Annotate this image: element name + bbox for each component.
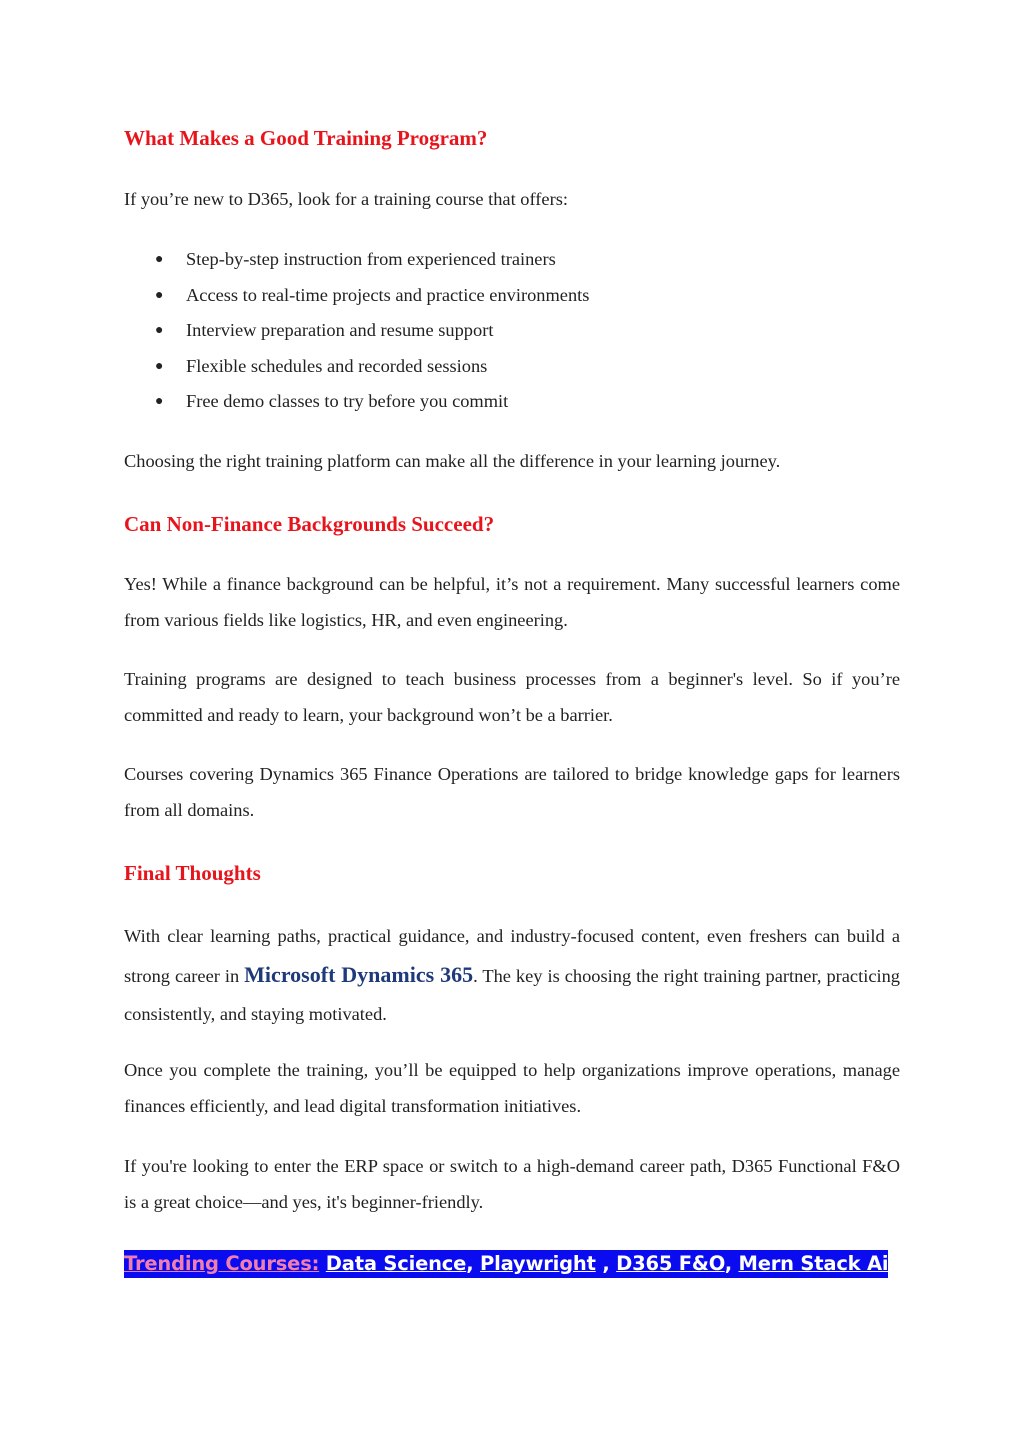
separator: , xyxy=(724,1252,739,1275)
separator: , xyxy=(595,1252,617,1275)
bullet-icon: ● xyxy=(155,358,164,374)
microsoft-dynamics-365-link[interactable]: Microsoft Dynamics 365 xyxy=(244,961,474,987)
separator: , xyxy=(466,1252,480,1275)
paragraph-erp-space: If you're looking to enter the ERP space or switch to a high-demand career path, D365 Functional F&O is a great choice—and yes, it's beginner-friendly. xyxy=(124,1156,900,1212)
list-item: ● Step-by-step instruction from experienced trainers xyxy=(124,242,589,278)
course-link-mern-stack-ai[interactable]: Mern Stack Ai xyxy=(738,1252,889,1275)
list-item: ● Free demo classes to try before you commit xyxy=(124,384,589,420)
paragraph-intro: If you’re new to D365, look for a training course that offers: xyxy=(124,189,568,209)
list-item: ● Interview preparation and resume support xyxy=(124,313,589,349)
course-link-d365-fo[interactable]: D365 F&O xyxy=(616,1252,725,1275)
trending-courses-label: Trending Courses: xyxy=(124,1252,320,1275)
bullet-icon: ● xyxy=(155,323,164,339)
paragraph-choosing-platform: Choosing the right training platform can make all the difference in your learning journey. xyxy=(124,451,781,471)
heading-final-thoughts: Final Thoughts xyxy=(124,861,261,885)
heading-good-training-program: What Makes a Good Training Program? xyxy=(124,126,488,150)
list-item: ● Access to real-time projects and practice environments xyxy=(124,278,589,314)
heading-non-finance-backgrounds: Can Non-Finance Backgrounds Succeed? xyxy=(124,512,495,536)
bullet-icon: ● xyxy=(155,394,164,410)
paragraph-yes-finance: Yes! While a finance background can be helpful, it’s not a requirement. Many successful learners come from various fields like logistics, HR, and even engineering. xyxy=(124,574,900,630)
paragraph-clear-learning-paths: With clear learning paths, practical guidance, and industry-focused content, even freshers can build a strong career in Microsoft Dynamics 365. The key is choosing the right training partner, practicing consistently, and staying motivated. xyxy=(124,926,900,1024)
paragraph-courses-covering: Courses covering Dynamics 365 Finance Operations are tailored to bridge knowledge gaps for learners from all domains. xyxy=(124,764,900,820)
bullet-icon: ● xyxy=(155,287,164,303)
trending-courses-bar xyxy=(124,1250,888,1278)
bullet-icon: ● xyxy=(155,252,164,267)
paragraph-complete-training: Once you complete the training, you’ll be equipped to help organizations improve operations, manage finances efficiently, and lead digital transformation initiatives. xyxy=(124,1060,900,1116)
paragraph-training-programs: Training programs are designed to teach business processes from a beginner's level. So if you’re committed and ready to learn, your background won’t be a barrier. xyxy=(124,669,900,725)
course-link-data-science[interactable]: Data Science xyxy=(325,1252,467,1275)
course-link-playwright[interactable]: Playwright xyxy=(480,1252,596,1275)
list-item: ● Flexible schedules and recorded sessions xyxy=(124,349,589,385)
training-features-list xyxy=(124,242,589,420)
